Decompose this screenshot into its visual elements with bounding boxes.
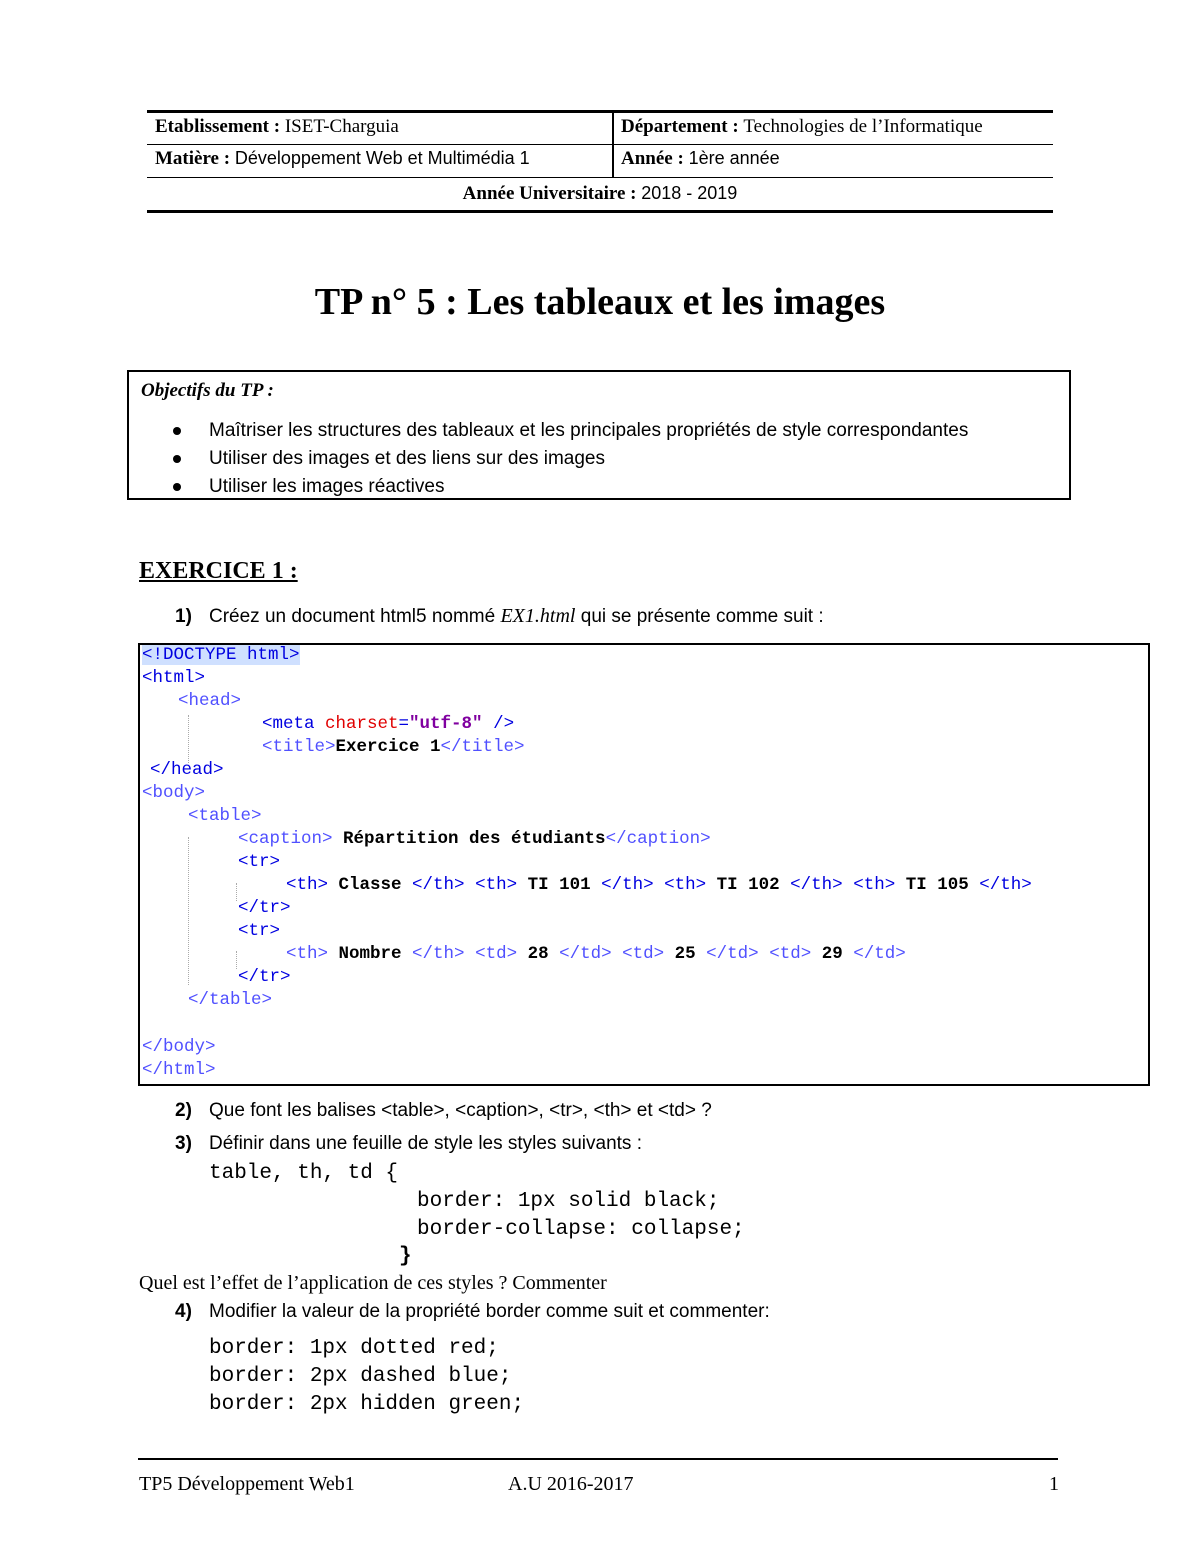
- code-line: <head>: [178, 691, 242, 711]
- code-line: <table>: [188, 806, 262, 826]
- objective-item: Utiliser les images réactives: [209, 475, 444, 498]
- code-line: </html>: [142, 1060, 216, 1080]
- objectives-box: [127, 370, 1071, 500]
- css-selector-line: table, th, td {: [209, 1162, 399, 1185]
- header-top-rule: [147, 110, 1053, 113]
- code-line: <tr>: [238, 852, 281, 872]
- header-col-divider: [612, 113, 614, 177]
- footer-course: TP5 Développement Web1: [139, 1473, 355, 1495]
- etablissement-cell: Etablissement : ISET-Charguia: [155, 116, 399, 137]
- header-row-rule: [147, 177, 1053, 178]
- question-3-comment: Quel est l’effet de l’application de ces styles ? Commenter: [139, 1272, 607, 1294]
- css-declaration: border-collapse: collapse;: [417, 1218, 745, 1241]
- page-title: TP n° 5 : Les tableaux et les images: [314, 281, 886, 323]
- code-line: <body>: [142, 783, 206, 803]
- exercise-1-heading: EXERCICE 1 :: [139, 558, 298, 584]
- indent-guide: [236, 951, 237, 969]
- code-line: <meta charset="utf-8" />: [262, 714, 515, 734]
- code-line: <th> Nombre </th> <td> 28 </td> <td> 25 </td> <td> 29 </td>: [286, 944, 906, 964]
- matiere-cell: Matière : Développement Web et Multimédia 1: [155, 148, 530, 169]
- border-example: border: 1px dotted red;: [209, 1337, 499, 1360]
- border-example: border: 2px dashed blue;: [209, 1365, 512, 1388]
- bullet-icon: [173, 483, 181, 491]
- indent-guide: [188, 715, 189, 763]
- css-declaration: border: 1px solid black;: [417, 1190, 720, 1213]
- code-line: </head>: [150, 760, 224, 780]
- code-line: </body>: [142, 1037, 216, 1057]
- header-bottom-rule: [147, 210, 1053, 213]
- objective-item: Maîtriser les structures des tableaux et les principales propriétés de style correspondantes: [209, 419, 968, 442]
- question-4: 4) Modifier la valeur de la propriété border comme suit et commenter:: [175, 1301, 770, 1322]
- header-table: [147, 110, 1053, 214]
- annee-cell: Année : 1ère année: [621, 148, 780, 169]
- code-line-doctype: <!DOCTYPE html>: [142, 645, 300, 665]
- code-line: <caption> Répartition des étudiants</caption>: [238, 829, 711, 849]
- objectives-heading: Objectifs du TP :: [141, 380, 274, 401]
- indent-guide: [188, 837, 189, 985]
- bullet-icon: [173, 427, 181, 435]
- code-line: <th> Classe </th> <th> TI 101 </th> <th> TI 102 </th> <th> TI 105 </th>: [286, 875, 1032, 895]
- objective-item: Utiliser des images et des liens sur des images: [209, 447, 605, 470]
- border-example: border: 2px hidden green;: [209, 1393, 525, 1416]
- css-closing-brace: }: [399, 1245, 412, 1268]
- code-line: </tr>: [238, 967, 291, 987]
- code-screenshot: [138, 643, 1150, 1086]
- code-line: <title>Exercice 1</title>: [262, 737, 525, 757]
- question-3: 3) Définir dans une feuille de style les styles suivants :: [175, 1133, 642, 1154]
- question-1: 1) Créez un document html5 nommé EX1.html qui se présente comme suit :: [175, 605, 824, 627]
- code-line: </tr>: [238, 898, 291, 918]
- footer-year: A.U 2016-2017: [508, 1473, 634, 1495]
- question-2: 2) Que font les balises <table>, <caption>, <tr>, <th> et <td> ?: [175, 1100, 712, 1121]
- footer-rule: [138, 1458, 1058, 1460]
- page-number: 1: [1049, 1473, 1059, 1495]
- header-row-rule: [147, 144, 1053, 145]
- code-line: <html>: [142, 668, 206, 688]
- annee-universitaire-cell: Année Universitaire : 2018 - 2019: [462, 183, 738, 204]
- indent-guide: [236, 883, 237, 901]
- code-line: </table>: [188, 990, 273, 1010]
- departement-cell: Département : Technologies de l’Informatique: [621, 116, 983, 137]
- bullet-icon: [173, 455, 181, 463]
- code-line: <tr>: [238, 921, 281, 941]
